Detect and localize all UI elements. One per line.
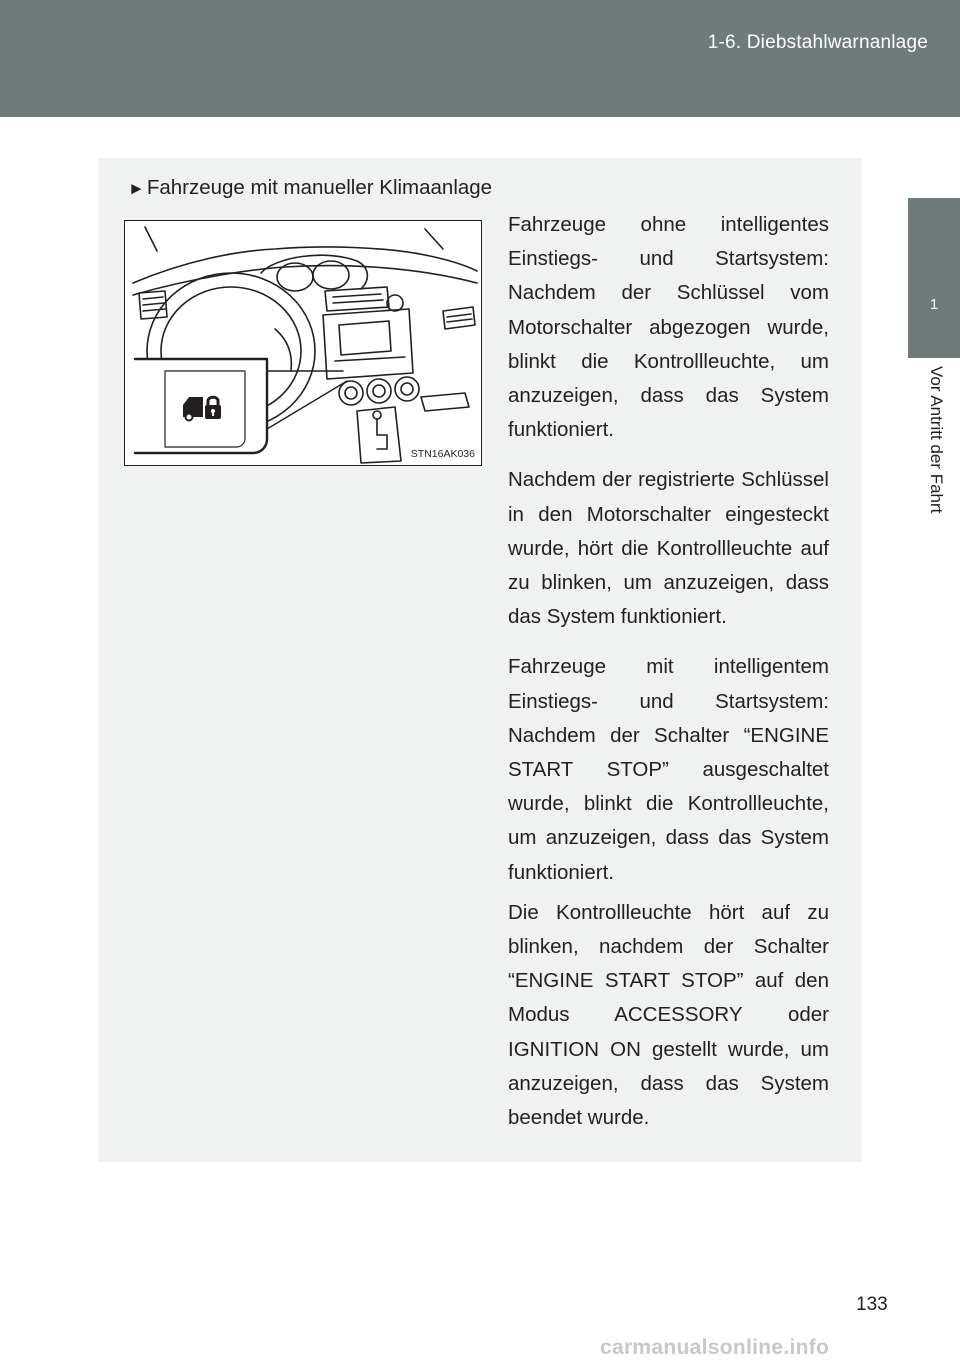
page-header (0, 0, 960, 117)
section-heading (128, 176, 492, 200)
chapter-side-label: Vor Antritt der Fahrt (927, 366, 946, 514)
chapter-number: 1 (929, 296, 939, 313)
page-number: 133 (856, 1294, 888, 1315)
body-text-column (508, 208, 829, 1151)
paragraph-2: Nachdem der registrierte Schlüssel in den Motorschalter eingesteckt wurde, hört die Kontrollleuchte auf zu blinken, um anzuzeigen, dass das System funktioniert. (508, 468, 829, 629)
paragraph-4: Die Kontrollleuchte hört auf zu blinken, nachdem der Schalter “ENGINE START STOP” auf den Modus ACCESSORY oder IGNITION ON gestellt wurde, um anzuzeigen, dass das System beendet wurde. (508, 900, 829, 1130)
triangle-arrow-icon: ► (128, 179, 145, 198)
figure-code: STN16AK036 (410, 448, 475, 460)
chapter-tab (908, 198, 960, 358)
car-lock-indicator-icon (181, 391, 225, 423)
dashboard-drawing (125, 221, 481, 465)
section-heading-text: Fahrzeuge mit manueller Klimaanlage (146, 176, 493, 199)
watermark: carmanualsonline.info (600, 1336, 830, 1359)
paragraph-3: Fahrzeuge mit intelligentem Einstiegs- und Startsystem: Nachdem der Schalter “ENGINE START STOP” ausgeschaltet wurde, blinkt die Kontrollleuchte, um anzuzeigen, dass das System funktioniert. (508, 655, 829, 884)
dashboard-illustration (124, 220, 482, 466)
paragraph-1: Fahrzeuge ohne intelligentes Einstiegs- und Startsystem: Nachdem der Schlüssel vom Motorschalter abgezogen wurde, blinkt die Kontrollleuchte, um anzuzeigen, dass das System funktioniert. (508, 213, 829, 442)
content-panel (98, 158, 862, 1162)
chapter-title: 1-6. Diebstahlwarnanlage (707, 32, 928, 53)
